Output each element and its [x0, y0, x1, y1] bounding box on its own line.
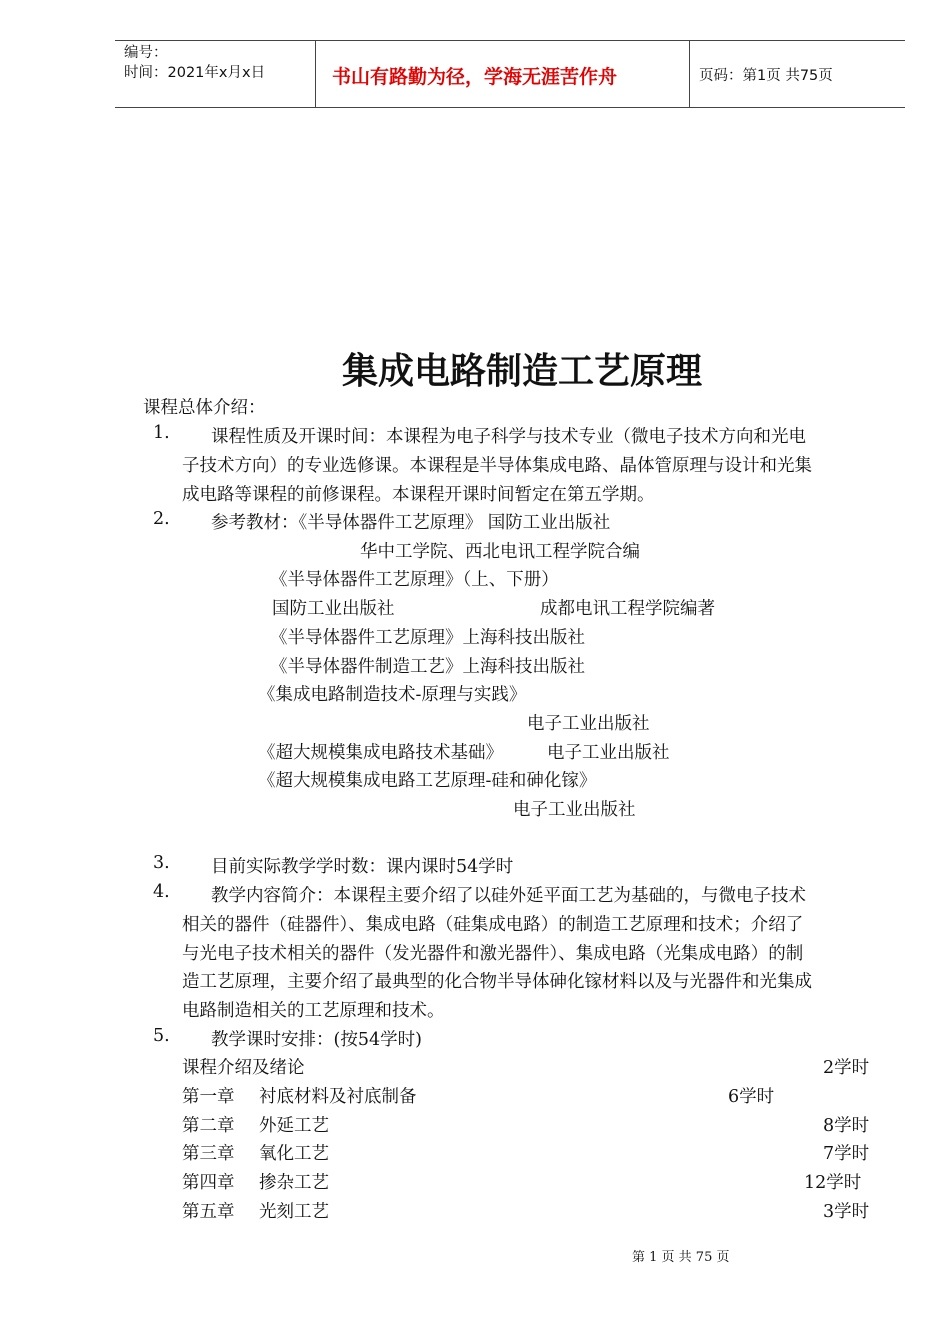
item-line: 子技术方向）的专业选修课。本课程是半导体集成电路、晶体管原理与设计和光集 [182, 456, 812, 476]
item-line: 电子工业出版社 [513, 800, 636, 820]
page-footer: 第 1 页 共 75 页 [632, 1250, 730, 1265]
item-line: 造工艺原理，主要介绍了最典型的化合物半导体砷化镓材料以及与光器件和光集成 [182, 972, 812, 992]
schedule-hours: 3学时 [823, 1202, 870, 1222]
schedule-chapter: 第三章 [182, 1144, 235, 1164]
item-number: 4. [153, 882, 170, 902]
item-line: 相关的器件（硅器件）、集成电路（硅集成电路）的制造工艺原理和技术；介绍了 [182, 915, 804, 935]
schedule-hours: 8学时 [823, 1116, 870, 1136]
item-line: 《半导体器件工艺原理》上海科技出版社 [270, 628, 585, 648]
schedule-chapter: 课程介绍及绪论 [182, 1058, 305, 1078]
item-line: 与光电子技术相关的器件（发光器件和激光器件）、集成电路（光集成电路）的制 [182, 944, 804, 964]
schedule-chapter: 第一章 [182, 1087, 235, 1107]
item-line: 华中工学院、西北电讯工程学院合编 [360, 542, 640, 562]
item-line: 《半导体器件制造工艺》上海科技出版社 [270, 657, 585, 677]
serial-label: 编号： [124, 45, 168, 61]
schedule-topic: 光刻工艺 [259, 1202, 329, 1222]
schedule-topic: 氧化工艺 [259, 1144, 329, 1164]
item-number: 3. [153, 853, 170, 873]
item-line: 《超大规模集成电路工艺原理-硅和砷化镓》 [258, 771, 597, 791]
item-number: 1. [153, 423, 170, 443]
item-line: 成都电讯工程学院编著 [540, 599, 715, 619]
item-line: 参考教材：《半导体器件工艺原理》 国防工业出版社 [211, 513, 611, 533]
page-info: 页码：第1页 共75页 [699, 68, 833, 84]
item-line: 教学课时安排：(按54学时) [211, 1030, 422, 1050]
item-line: 电路制造相关的工艺原理和技术。 [182, 1001, 445, 1021]
time-label: 时间：2021年x月x日 [124, 65, 266, 81]
item-line: 电子工业出版社 [547, 743, 670, 763]
item-line: 课程性质及开课时间：本课程为电子科学与技术专业（微电子技术方向和光电 [211, 427, 806, 447]
schedule-hours: 2学时 [823, 1058, 870, 1078]
document-title: 集成电路制造工艺原理 [342, 351, 703, 392]
item-line: 《集成电路制造技术-原理与实践》 [258, 685, 527, 705]
item-line: 电子工业出版社 [527, 714, 650, 734]
schedule-topic: 衬底材料及衬底制备 [259, 1087, 417, 1107]
intro-label: 课程总体介绍： [143, 398, 266, 418]
schedule-hours: 6学时 [728, 1087, 775, 1107]
item-line: 《超大规模集成电路技术基础》 [258, 743, 503, 763]
schedule-chapter: 第四章 [182, 1173, 235, 1193]
schedule-topic: 外延工艺 [259, 1116, 329, 1136]
item-line: 目前实际教学学时数：课内课时54学时 [211, 857, 514, 877]
schedule-hours: 7学时 [823, 1144, 870, 1164]
header-top-rule [115, 40, 905, 41]
item-line: 《半导体器件工艺原理》（上、下册） [270, 570, 559, 590]
header-divider-left [315, 40, 316, 108]
schedule-chapter: 第五章 [182, 1202, 235, 1222]
motto: 书山有路勤为径，学海无涯苦作舟 [332, 66, 618, 88]
item-line: 国防工业出版社 [272, 599, 395, 619]
item-line: 成电路等课程的前修课程。本课程开课时间暂定在第五学期。 [182, 485, 655, 505]
header-bottom-rule [115, 107, 905, 108]
item-line: 教学内容简介：本课程主要介绍了以硅外延平面工艺为基础的，与微电子技术 [211, 886, 806, 906]
schedule-topic: 掺杂工艺 [259, 1173, 329, 1193]
header-divider-right [689, 40, 690, 108]
schedule-hours: 12学时 [804, 1173, 862, 1193]
schedule-chapter: 第二章 [182, 1116, 235, 1136]
item-number: 5. [153, 1026, 170, 1046]
item-number: 2. [153, 509, 170, 529]
